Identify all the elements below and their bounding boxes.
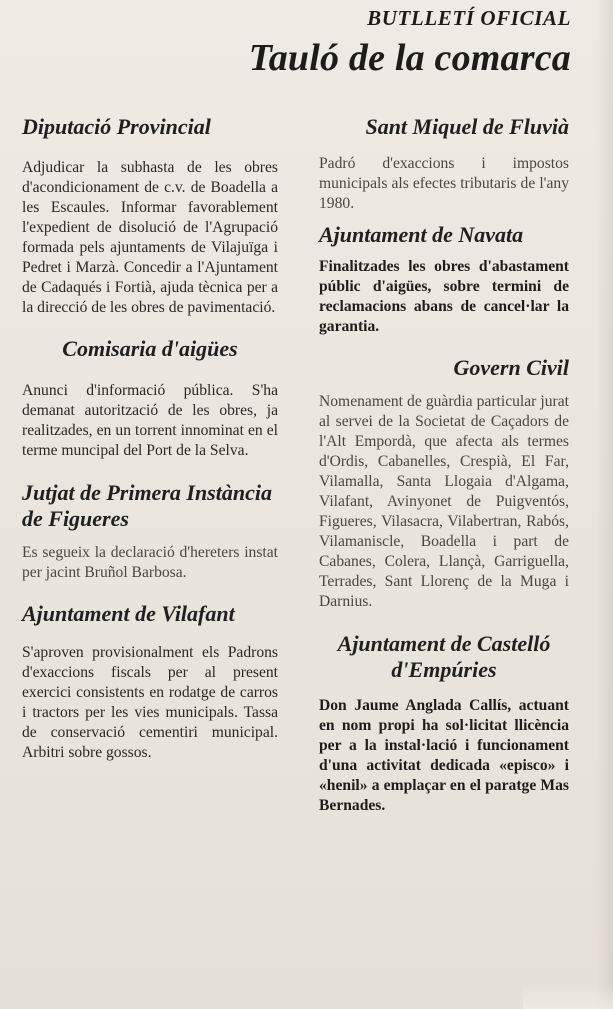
sant-miquel-fluvia-heading: Sant Miquel de Fluvià (365, 114, 569, 139)
diputacio-provincial-section (22, 114, 278, 318)
govern-civil-body: Nomenament de guàrdia particular jurat al servei de la Societat de Caçadors de l'Alt Empordà, que afecta als termes d'Ordis, Cabanelles, Crespià, El Far, Vilamalla, Santa Llogaia d'Algama, Vilafant, Avinyonet de Puigventós, Figueres, Vilasacra, Vilabertran, Rabós, Vilamaniscle, Boadella i part de Cabanes, Colera, Llançà, Garriguella, Terrades, Sant Llorenç de la Muga i Darnius. (319, 393, 569, 610)
ajuntament-navata-heading: Ajuntament de Navata (319, 222, 524, 247)
comisaria-daigues-body: Anunci d'informació pública. S'ha demanat autorització de les obres, ja realitzades, en un torrent innominat en el terme muncipal del Port de la Selva. (22, 382, 278, 459)
jutjat-figueres-section (22, 480, 278, 583)
page-title: Tauló de la comarca (248, 37, 571, 79)
diputacio-provincial-heading: Diputació Provincial (22, 114, 211, 139)
govern-civil-section (319, 355, 569, 612)
right-column (319, 110, 569, 816)
page-edge-shadow (595, 0, 613, 1009)
govern-civil-heading: Govern Civil (453, 355, 569, 380)
diputacio-provincial-body: Adjudicar la subhasta de les obres d'acondicionament de c.v. de Boadella a les Escaules. Informar favorablement l'expedient de disolució de l'Agrupació formada pels ajuntaments de Vilajuïga i Pedret i Marzà. Concedir a l'Ajuntament de Cadaqués i Fortià, ajuda tècnica per a la direcció de les obres de pavimentació. (22, 159, 278, 316)
jutjat-figueres-heading: Jutjat de Primera Instància de Figueres (22, 480, 272, 531)
sant-miquel-fluvia-body: Padró d'exaccions i impostos municipals als efectes tributaris de l'any 1980. (319, 155, 569, 212)
comisaria-daigues-section (22, 336, 278, 461)
comisaria-daigues-heading: Comisaria d'aigües (62, 336, 238, 361)
sant-miquel-fluvia-section (319, 114, 569, 214)
ajuntament-navata-section (319, 222, 569, 337)
ajuntament-navata-body: Finalitzades les obres d'abastament públic d'aigües, sobre termini de reclamacions abans de cancel·lar la garantia. (319, 258, 569, 335)
ajuntament-vilafant-section (22, 601, 278, 763)
castello-dempuries-section (319, 631, 569, 816)
page-bottom-edge (523, 983, 613, 1009)
masthead (249, 4, 571, 80)
castello-dempuries-body: Don Jaume Anglada Callís, actuant en nom propi ha sol·licitat llicència per a la instal·lació i funcionament d'una activitat dedicada «episco» i «henil» a emplaçar en el paratge Mas Bernades. (319, 697, 569, 814)
ajuntament-vilafant-heading: Ajuntament de Vilafant (22, 601, 235, 626)
section-kicker: BUTLLETÍ OFICIAL (367, 6, 571, 30)
left-column (22, 110, 278, 763)
ajuntament-vilafant-body: S'aproven provisionalment els Padrons d'exaccions fiscals per al present exercici consistents en rodatge de carros i tractors per les vies municipals. Tassa de conservació cementiri municipal. Arbitri sobre gossos. (22, 644, 278, 761)
castello-dempuries-heading: Ajuntament de Castelló d'Empúries (337, 631, 551, 682)
jutjat-figueres-body: Es segueix la declaració d'hereters instat per jacint Bruñol Barbosa. (22, 544, 278, 581)
